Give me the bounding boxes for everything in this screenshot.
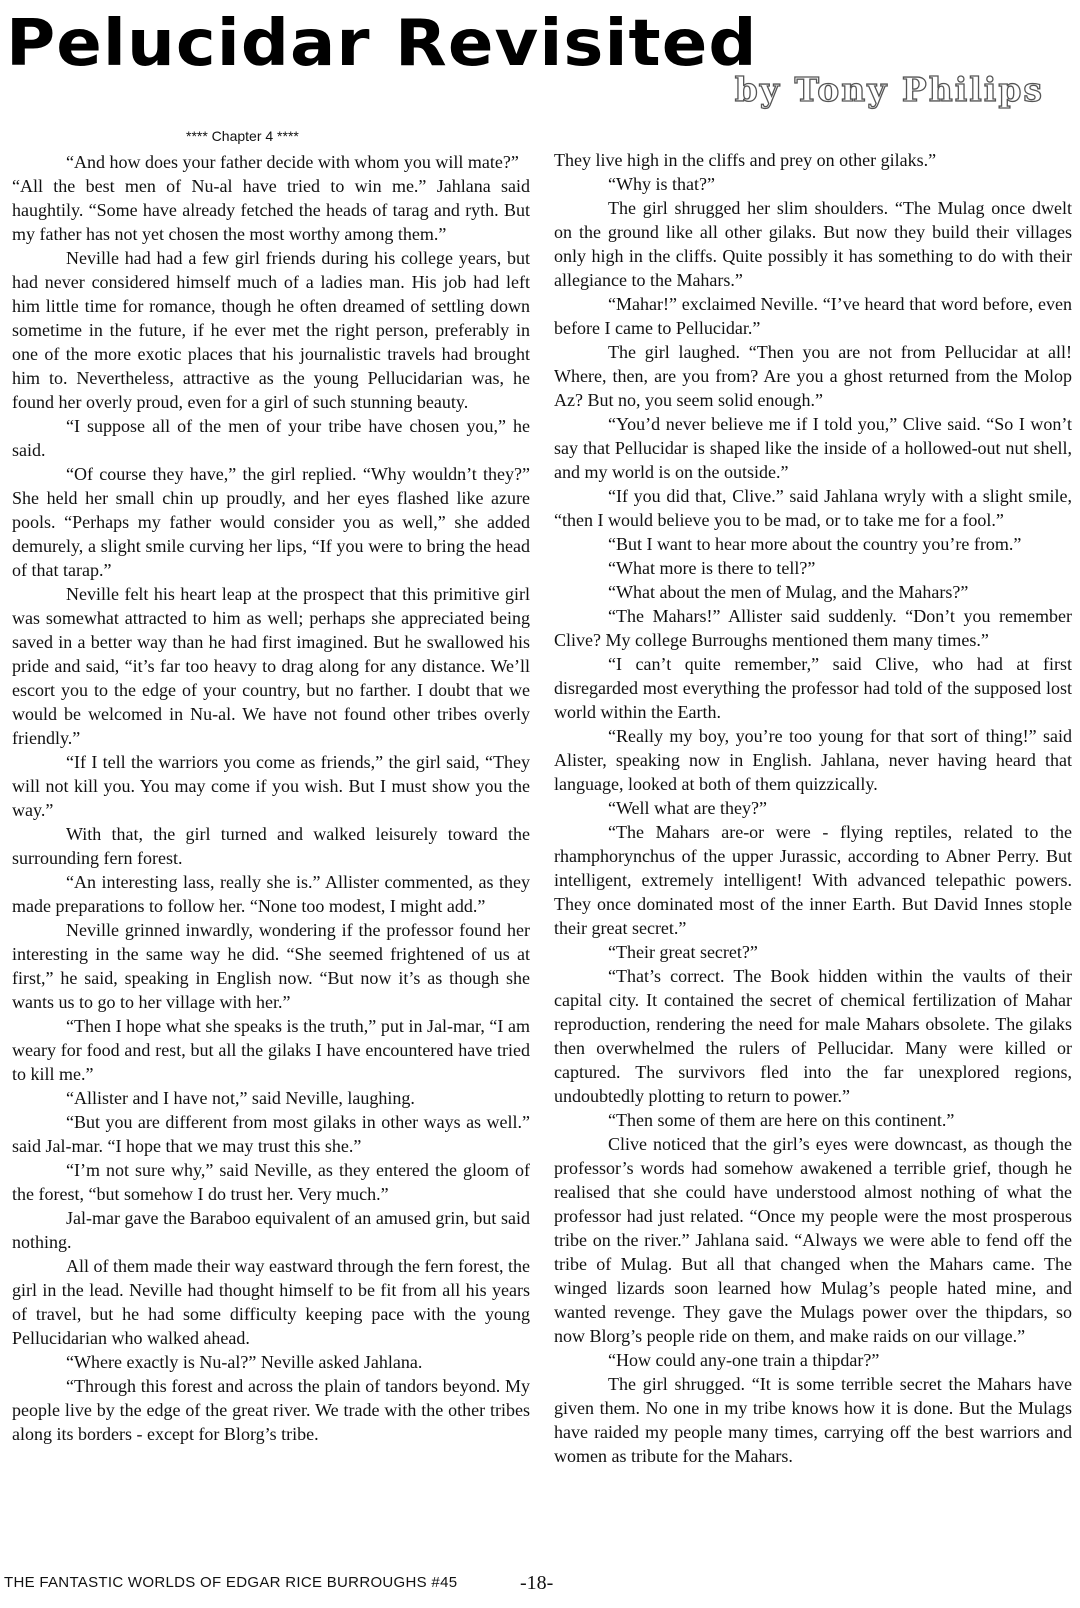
paragraph: All of them made their way eastward through the fern forest, the girl in the lead. Neville had thought himself to be fit from all his years of travel, but he had some difficulty keeping pace with the young Pellucidarian who walked ahead.: [12, 1256, 530, 1348]
paragraph: “Really my boy, you’re too young for that sort of thing!” said Alister, speaking now in English. Jahlana, never having heard that language, looked at both of them quizzically.: [554, 726, 1072, 794]
paragraph: They live high in the cliffs and prey on other gilaks.”: [554, 150, 937, 170]
paragraph: “And how does your father decide with whom you will mate?”: [66, 152, 519, 172]
paragraph: Neville felt his heart leap at the prospect that this primitive girl was somewhat attracted to him as well; perhaps she appreciated being saved in a better way than he had first imagined. But he swallowed his pride and said, “it’s far too heavy to drag along for any distance. We’ll escort you to the edge of your country, but no farther. I doubt that we would be welcomed in Nu-al. We have not found other tribes overly friendly.”: [12, 584, 530, 748]
paragraph: “If I tell the warriors you come as friends,” the girl said, “They will not kill you. You may come if you wish. But I must show you the way.”: [12, 752, 530, 820]
paragraph: “You’d never believe me if I told you,” Clive said. “So I won’t say that Pellucidar is shaped like the inside of a hollowed-out nut shell, and my world is on the outside.”: [554, 414, 1072, 482]
paragraph: “I suppose all of the men of your tribe have chosen you,” he said.: [12, 416, 530, 460]
paragraph: The girl shrugged her slim shoulders. “The Mulag once dwelt on the ground like all other gilaks. But now they build their villages only high in the cliffs. Quite possibly it has something to do with their allegiance to the Mahars.”: [554, 198, 1072, 290]
paragraph: “What about the men of Mulag, and the Mahars?”: [608, 582, 969, 602]
paragraph: “How could any-one train a thipdar?”: [608, 1350, 880, 1370]
paragraph: Clive noticed that the girl’s eyes were downcast, as though the professor’s words had somehow awakened a terrible grief, though he realised that she could have understood almost nothing of what the professor had just related. “Once my people were the most prosperous tribe on the river.” Jahlana said. “Always we were able to fend off the tribe of Mulag. But all that changed when the Mahars came. The winged lizards soon learned how Mulag’s people hated mine, and wanted revenge. They gave the Mulags power over the thipdars, so now Blorg’s people ride on them, and make raids on our village.”: [554, 1134, 1072, 1346]
paragraph: “Mahar!” exclaimed Neville. “I’ve heard that word before, even before I came to Pellucidar.”: [554, 294, 1072, 338]
paragraph: “Of course they have,” the girl replied. “Why wouldn’t they?” She held her small chin up proudly, and her eyes flashed like azure pools. “Perhaps my father would consider you as well,” she added demurely, a slight smile curving her lips, “If you were to bring the head of that tarap.”: [12, 464, 530, 580]
left-text-column: [12, 150, 530, 1446]
page-number: -18-: [520, 1572, 554, 1594]
paragraph: “An interesting lass, really she is.” Allister commented, as they made preparations to follow her. “None too modest, I might add.”: [12, 872, 530, 916]
chapter-heading: **** Chapter 4 ****: [186, 128, 299, 144]
paragraph: “Why is that?”: [608, 174, 715, 194]
paragraph: “The Mahars!” Allister said suddenly. “Don’t you remember Clive? My college Burroughs mentioned them many times.”: [554, 606, 1072, 650]
publication-footer: THE FANTASTIC WORLDS OF EDGAR RICE BURROUGHS #45: [4, 1574, 458, 1591]
paragraph: “Then I hope what she speaks is the truth,” put in Jal-mar, “I am weary for food and rest, but all the gilaks I have encountered have tried to kill me.”: [12, 1016, 530, 1084]
paragraph: “What more is there to tell?”: [608, 558, 816, 578]
paragraph: “Then some of them are here on this continent.”: [608, 1110, 955, 1130]
paragraph: “Through this forest and across the plain of tandors beyond. My people live by the edge of the great river. We trade with the other tribes along its borders - except for Blorg’s tribe.: [12, 1376, 530, 1444]
paragraph: “But I want to hear more about the country you’re from.”: [608, 534, 1022, 554]
paragraph: “That’s correct. The Book hidden within the vaults of their capital city. It contained the secret of chemical fertilization of Mahar reproduction, rendering the need for male Mahars obsolete. The gilaks then overwhelmed the rulers of Pellucidar. Many were killed or captured. The survivors fled into the far unexplored regions, undoubtedly plotting to return to power.”: [554, 966, 1072, 1106]
paragraph: “The Mahars are-or were - flying reptiles, related to the rhamphorynchus of the upper Jurassic, according to Abner Perry. But intelligent, extremely intelligent! With advanced telepathic powers. They once dominated most of the inner Earth. But David Innes stople their great secret.”: [554, 822, 1072, 938]
right-text-column: [554, 148, 1072, 1468]
paragraph: With that, the girl turned and walked leisurely toward the surrounding fern forest.: [12, 824, 530, 868]
paragraph: The girl laughed. “Then you are not from Pellucidar at all! Where, then, are you from? Are you a ghost returned from the Molop Az? But no, you seem solid enough.”: [554, 342, 1072, 410]
paragraph: Jal-mar gave the Baraboo equivalent of an amused grin, but said nothing.: [12, 1208, 530, 1252]
article-title: Pelucidar Revisited: [6, 7, 758, 81]
paragraph: “Where exactly is Nu-al?” Neville asked Jahlana.: [66, 1352, 423, 1372]
paragraph: “Well what are they?”: [608, 798, 767, 818]
paragraph: The girl shrugged. “It is some terrible secret the Mahars have given them. No one in my tribe knows how it is done. But the Mulags have raided my people many times, carrying off the best warriors and women as tribute for the Mahars.: [554, 1374, 1072, 1466]
paragraph: “I can’t quite remember,” said Clive, who had at first disregarded most everything the professor had told of the supposed lost world within the Earth.: [554, 654, 1072, 722]
paragraph: “But you are different from most gilaks in other ways as well.” said Jal-mar. “I hope that we may trust this she.”: [12, 1112, 530, 1156]
paragraph: “I’m not sure why,” said Neville, as they entered the gloom of the forest, “but somehow I do trust her. Very much.”: [12, 1160, 530, 1204]
paragraph: “All the best men of Nu-al have tried to win me.” Jahlana said haughtily. “Some have already fetched the heads of tarag and ryth. But my father has not yet chosen the most worthy among them.”: [12, 176, 530, 244]
paragraph: “Allister and I have not,” said Neville, laughing.: [66, 1088, 415, 1108]
paragraph: “Their great secret?”: [608, 942, 758, 962]
paragraph: “If you did that, Clive.” said Jahlana wryly with a slight smile, “then I would believe you to be mad, or to take me for a fool.”: [554, 486, 1072, 530]
paragraph: Neville grinned inwardly, wondering if the professor found her interesting in the same way he did. “She seemed frightened of us at first,” he said, speaking in English now. “But now it’s as though she wants us to go to her village with her.”: [12, 920, 530, 1012]
author-byline: by Tony Philips: [734, 70, 1044, 109]
paragraph: Neville had had a few girl friends during his college years, but had never considered himself much of a ladies man. His job had left him little time for romance, though he often dreamed of settling down sometime in the future, if he ever met the right person, preferably in one of the more exotic places that his journalistic travels had brought him to. Nevertheless, attractive as the young Pellucidarian was, he found her overly proud, even for a girl of such stunning beauty.: [12, 248, 530, 412]
